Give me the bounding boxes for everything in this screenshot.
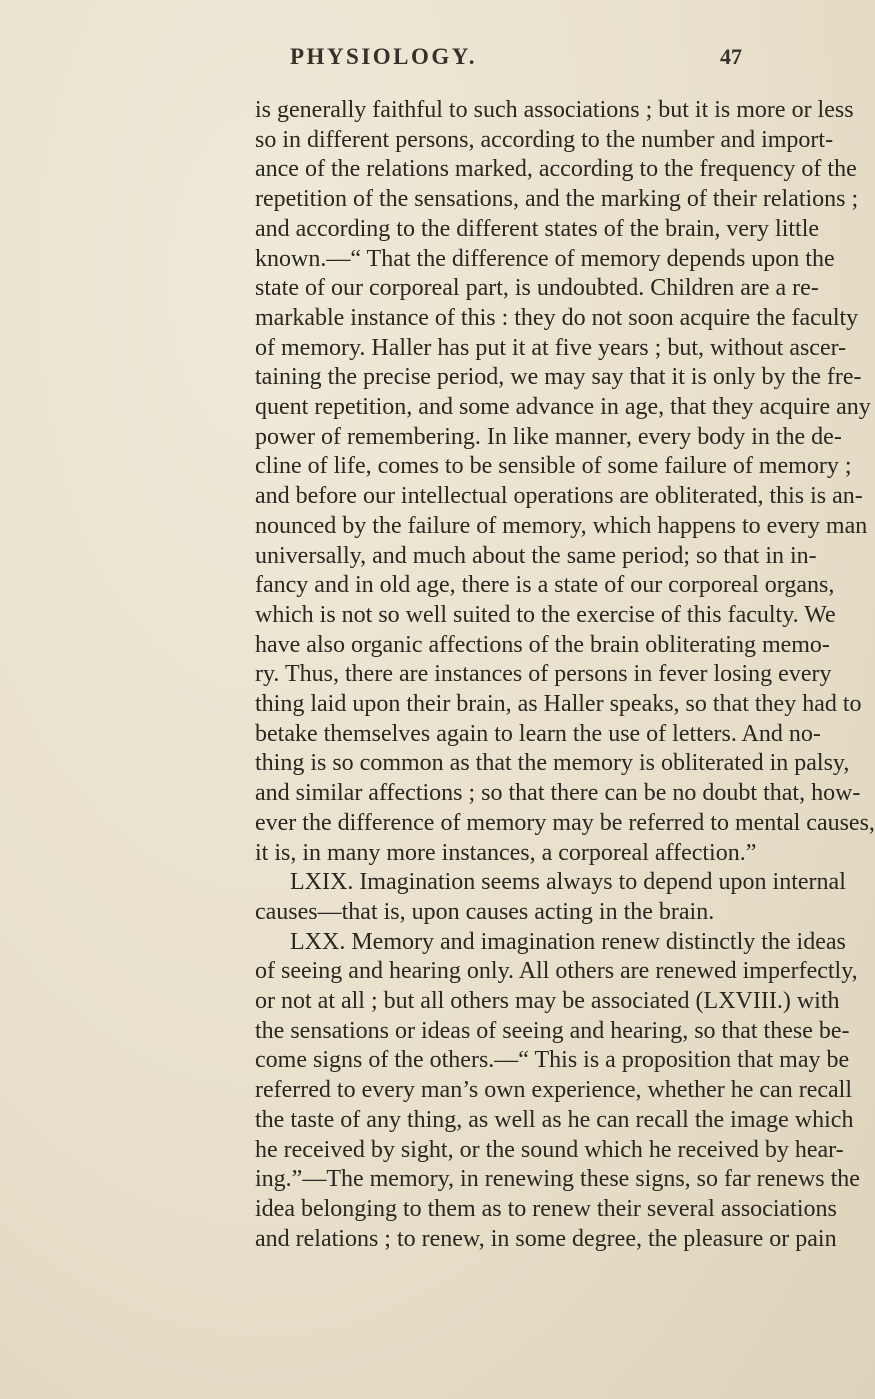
text-line: have also organic affections of the brain obliterating memo- — [255, 631, 830, 658]
text-line: power of remembering. In like manner, every body in the de- — [255, 423, 842, 450]
text-line: markable instance of this : they do not soon acquire the faculty — [255, 304, 859, 331]
text-line: come signs of the others.—“ This is a proposition that may be — [255, 1047, 850, 1074]
text-line: known.—“ That the difference of memory depends upon the — [255, 245, 835, 272]
text-line: and before our intellectual operations are obliterated, this is an- — [255, 483, 863, 510]
text-line: causes—that is, upon causes acting in the brain. — [255, 898, 715, 925]
text-line: of seeing and hearing only. All others are renewed imperfectly, — [255, 958, 858, 985]
text-line: ry. Thus, there are instances of persons in fever losing every — [255, 661, 832, 688]
text-line: repetition of the sensations, and the marking of their relations ; — [255, 186, 859, 213]
text-line: and relations ; to renew, in some degree, the pleasure or pain — [255, 1225, 837, 1252]
text-line: referred to every man’s own experience, whether he can recall — [255, 1077, 853, 1104]
running-header — [0, 44, 800, 74]
text-line: LXIX. Imagination seems always to depend upon internal — [290, 869, 846, 896]
text-line: so in different persons, according to the number and import- — [255, 126, 834, 153]
text-line: it is, in many more instances, a corporeal affection.” — [255, 839, 757, 866]
text-line: ance of the relations marked, according to the frequency of the — [255, 156, 857, 183]
text-line: ing.”—The memory, in renewing these signs, so far renews the — [255, 1166, 860, 1193]
text-line: nounced by the failure of memory, which happens to every man — [255, 512, 868, 539]
text-line: fancy and in old age, there is a state of our corporeal organs, — [255, 572, 835, 599]
text-line: he received by sight, or the sound which he received by hear- — [255, 1136, 844, 1163]
text-line: and according to the different states of the brain, very little — [255, 215, 820, 242]
text-line: ever the difference of memory may be referred to mental causes, — [255, 809, 875, 836]
page-number: 47 — [720, 44, 742, 69]
text-line: or not at all ; but all others may be associated (LXVIII.) with — [255, 988, 840, 1014]
text-line: LXX. Memory and imagination renew distinctly the ideas — [290, 928, 846, 955]
text-line: thing laid upon their brain, as Haller speaks, so that they had to — [255, 691, 862, 717]
text-line: idea belonging to them as to renew their several associations — [255, 1195, 837, 1222]
text-line: the sensations or ideas of seeing and hearing, so that these be- — [255, 1017, 850, 1044]
text-line: which is not so well suited to the exercise of this faculty. We — [255, 601, 836, 628]
text-line: betake themselves again to learn the use of letters. And no- — [255, 720, 821, 747]
text-line: thing is so common as that the memory is obliterated in palsy, — [255, 750, 850, 777]
text-line: quent repetition, and some advance in age, that they acquire any — [255, 394, 871, 420]
text-line: cline of life, comes to be sensible of some failure of memory ; — [255, 453, 852, 480]
text-line: is generally faithful to such associations ; but it is more or less — [255, 97, 854, 123]
text-line: universally, and much about the same period; so that in in- — [255, 542, 817, 569]
text-line: taining the precise period, we may say that it is only by the fre- — [255, 364, 862, 391]
text-line: of memory. Haller has put it at five years ; but, without ascer- — [255, 334, 847, 361]
running-title: PHYSIOLOGY. — [290, 44, 478, 69]
text-line: state of our corporeal part, is undoubted. Children are a re- — [255, 275, 819, 302]
text-line: the taste of any thing, as well as he can recall the image which — [255, 1106, 854, 1133]
text-line: and similar affections ; so that there can be no doubt that, how- — [255, 780, 861, 807]
